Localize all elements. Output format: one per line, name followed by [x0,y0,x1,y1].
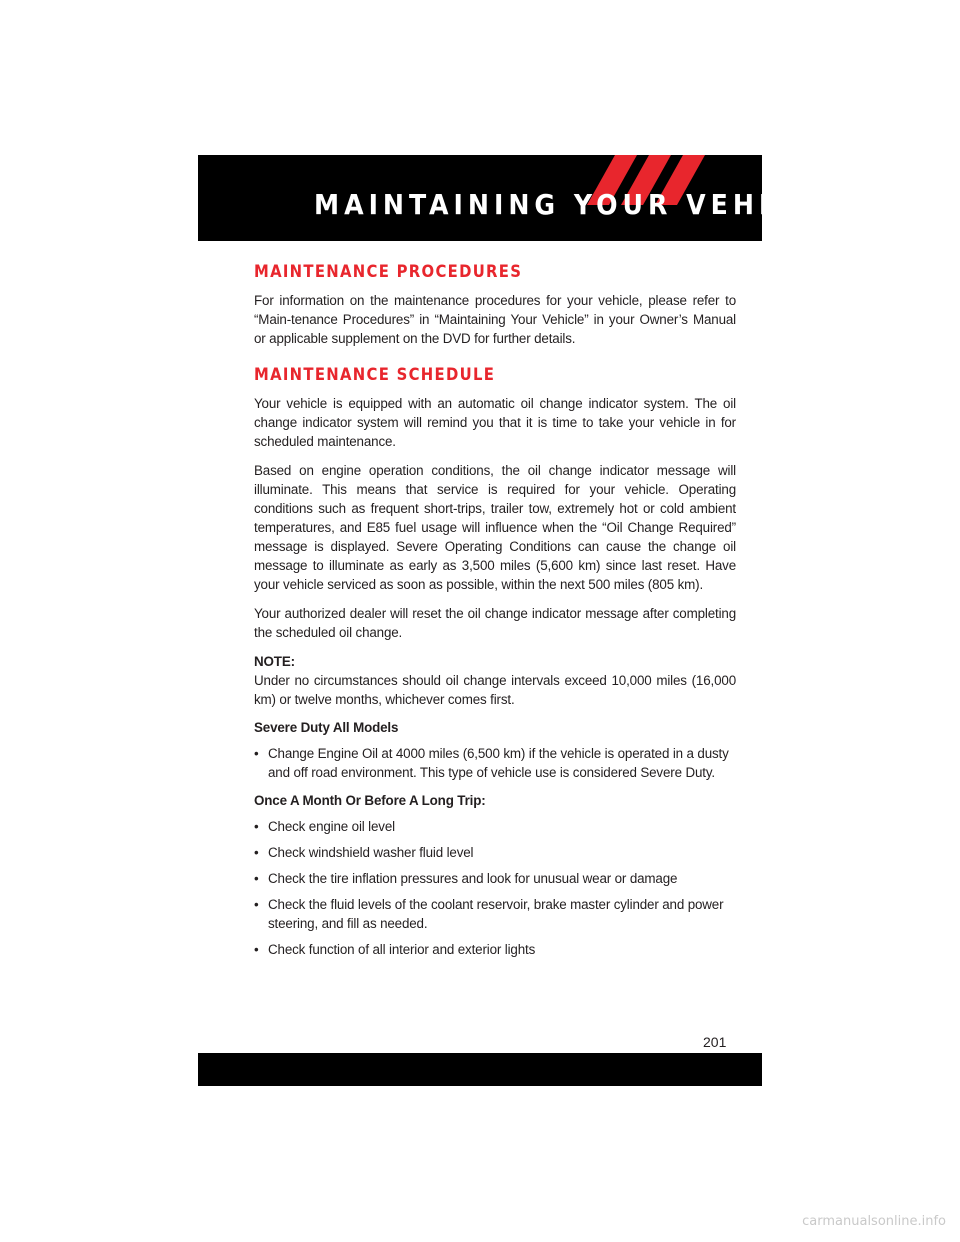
schedule-paragraph-3: Your authorized dealer will reset the oil change indicator message after completing the scheduled oil change. [254,606,736,640]
page-content [254,262,736,959]
severe-duty-list [254,744,736,782]
schedule-paragraph-2: Based on engine operation conditions, the oil change indicator message will illuminate. This means that service is required for your vehicle. Operating conditions such as frequent short-trips, trailer tow, extremely hot or cold ambient temperatures, and E85 fuel usage will influence when the “Oil Change Required” message is displayed. Severe Operating Conditions can cause the change oil message to illuminate as early as 3,500 miles (5,600 km) since last reset. Have your vehicle serviced as soon as possible, within the next 500 miles (805 km). [254,463,736,592]
severe-duty-heading: Severe Duty All Models [254,720,399,735]
monthly-check-list [254,817,736,959]
monthly-check-heading: Once A Month Or Before A Long Trip: [254,793,486,808]
list-item: • Change Engine Oil at 4000 miles (6,500 km) if the vehicle is operated in a dusty and off road environment. This type of vehicle use is considered Severe Duty. [254,744,736,782]
schedule-paragraph-1: Your vehicle is equipped with an automatic oil change indicator system. The oil change indicator system will remind you that it is time to take your vehicle in for scheduled maintenance. [254,396,736,449]
watermark: carmanualsonline.info [802,1214,946,1229]
list-item: • Check function of all interior and exterior lights [254,940,736,959]
list-item: • Check the tire inflation pressures and look for unusual wear or damage [254,869,736,888]
list-item: • Check engine oil level [254,817,736,836]
note-text: Under no circumstances should oil change intervals exceed 10,000 miles (16,000 km) or twelve months, whichever comes first. [254,673,736,707]
procedures-paragraph: For information on the maintenance procedures for your vehicle, please refer to “Main-tenance Procedures” in “Maintaining Your Vehicle” in your Owner’s Manual or applicable supplement on the DVD for further details. [254,293,736,346]
list-item: • Check windshield washer fluid level [254,843,736,862]
page-number: 201 [703,1034,727,1050]
note-label: NOTE: [254,654,295,669]
chapter-title: MAINTAINING YOUR VEHICLE [314,188,841,221]
footer-bar [198,1053,762,1086]
list-item: • Check the fluid levels of the coolant reservoir, brake master cylinder and power steering, and fill as needed. [254,895,736,933]
section-heading-procedures: MAINTENANCE PROCEDURES [254,262,523,281]
section-heading-schedule: MAINTENANCE SCHEDULE [254,365,496,384]
